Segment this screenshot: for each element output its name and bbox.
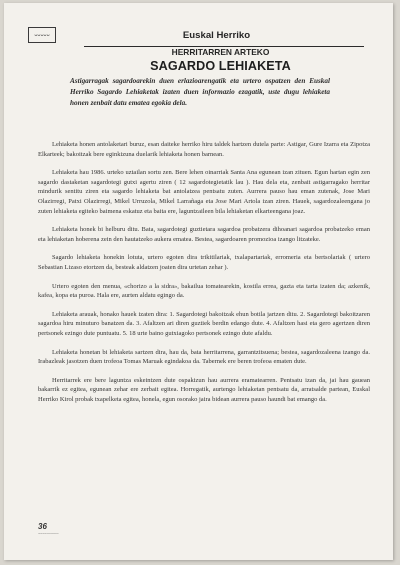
lead-paragraph: Astigarragak sagardoarekin duen erlazioarengatik eta urtero ospatzen den Euskal Herriko Sagardo Lehiaketak izaten duen informazio ezagatik, uste dugu lehiaketa honen zenbait datu ematea egokia dela. bbox=[70, 77, 330, 107]
body-paragraph: Lehiaketa honek bi helburu ditu. Bata, sagardotegi guztietara sagardoa probatzera dihoanari sagardoa probatzeko eman eta lehiaketan hoberena zein den hautatzeko aukera ematea. Bestea, sagardoaren promozioa izango litzateke. bbox=[38, 226, 370, 243]
page-number: 36 bbox=[38, 522, 47, 531]
body-paragraph: Lehiaketa arauak, honako hauek izaten dira: 1. Sagardotegi bakoitzak ehun botila jartzen ditu. 2. Sagardotegi bakoitzaren sagardoa hiru minuturo banatzen da. 3. Afaltzen ari diren guztiek berdin edango dute. 4. Afaltzen hasi eta gero agertzen diren pertsonek ezingo dute puntuatu. 5. 18 urte baino gutxiagoko pertsonek ezingo dute afaldu. bbox=[38, 310, 370, 337]
article-subtitle: HERRITARREN ARTEKO bbox=[171, 47, 270, 57]
body-paragraph: Lehiaketa honetan bi lehiaketa sartzen dira, hau da, bata herritarrena, garrantzitsuena; bestea, sagardozaleena izango da. Irabazleak jasotzen duen trofeoa Tomas Maruak egindakoa da. Tabernek ere beren trofeoa ematen dute. bbox=[38, 348, 370, 366]
publication-name: Euskal Herriko bbox=[182, 30, 251, 41]
body-paragraph: Herritarrek ere bere laguntza eskeintzen dute ospakizun hau aurrera eramatearren. Pentsatu izan da, jai hau gauean bakarrik ez egitea, egunean zehar ere zerbait egitea. Horregatik, aurtengo lehiaketan pentsatu da, arratsalde partean, Euskal Herriko Kirol probak txapelketa egitea, honela, egun osorako jaira bidean aurrera pauso haundi bat emango da. bbox=[38, 376, 370, 403]
body-paragraph: Lehiaketa honen antolaketari buruz, esan daiteke herriko hiru taldek hartzen dutela parte: Astigar, Gure Izarra eta Zipotza Elkarteek; bakoitzak bere eginkizuna duelarik lehiaketa honen barnean. bbox=[38, 141, 370, 158]
body-paragraph: Sagardo lehiaketa honekin lotuta, urtero egoten dira trikitilariak, txalapartariak, erromeria eta bertsolariak ( urtero Sebastian Lizaso etortzen da, besteak aldatzen joaten dira urtetan zehar ). bbox=[38, 254, 370, 271]
article-header bbox=[4, 30, 393, 73]
document-page bbox=[4, 3, 393, 560]
footer-mark: ~~~~~~~~~~ bbox=[38, 532, 59, 536]
header-rule bbox=[84, 46, 364, 47]
article-body bbox=[38, 140, 370, 413]
corner-stamp: ᴗᴗᴗᴗᴗ bbox=[28, 27, 56, 43]
body-paragraph: Urtero egoten den menua, «chorizo a la sidra», bakailua tomatearekin, kostila errea, gazta eta tarta izaten da; azkenik, kafea, kopa eta puroa. Hala ere, aurten aldatu egingo da. bbox=[38, 282, 370, 300]
body-paragraph: Lehiaketa hau 1986. urteko uztailan sortu zen. Bere lehen oinarriak Santa Ana egunean izan zituen. Egun hartan egin zen sagardo dastaketan sagardotegi gutxi agertu ziren ( 12 sagardotegietatik lau ). Hau dela eta, zenbait astigarragako herritar mindurik sentitu ziren eta sagardo lehiaketa bat antolatzea pentsatu zuten. Aurrera pauso hau eman zutenak, Jose Mari Olazirregi, Patxi Olazirregi, Mikel Urruzola, Mikel Larrañaga eta Jose Mari Artola izan ziren. Hauek, sagardozaleengana jo zuten lehiaketa egiteko baimena eskatuz eta baita ere, laguntzaileen bila lehiaketan elkarteengana joaz. bbox=[38, 169, 370, 215]
article-title: SAGARDO LEHIAKETA bbox=[150, 59, 291, 73]
